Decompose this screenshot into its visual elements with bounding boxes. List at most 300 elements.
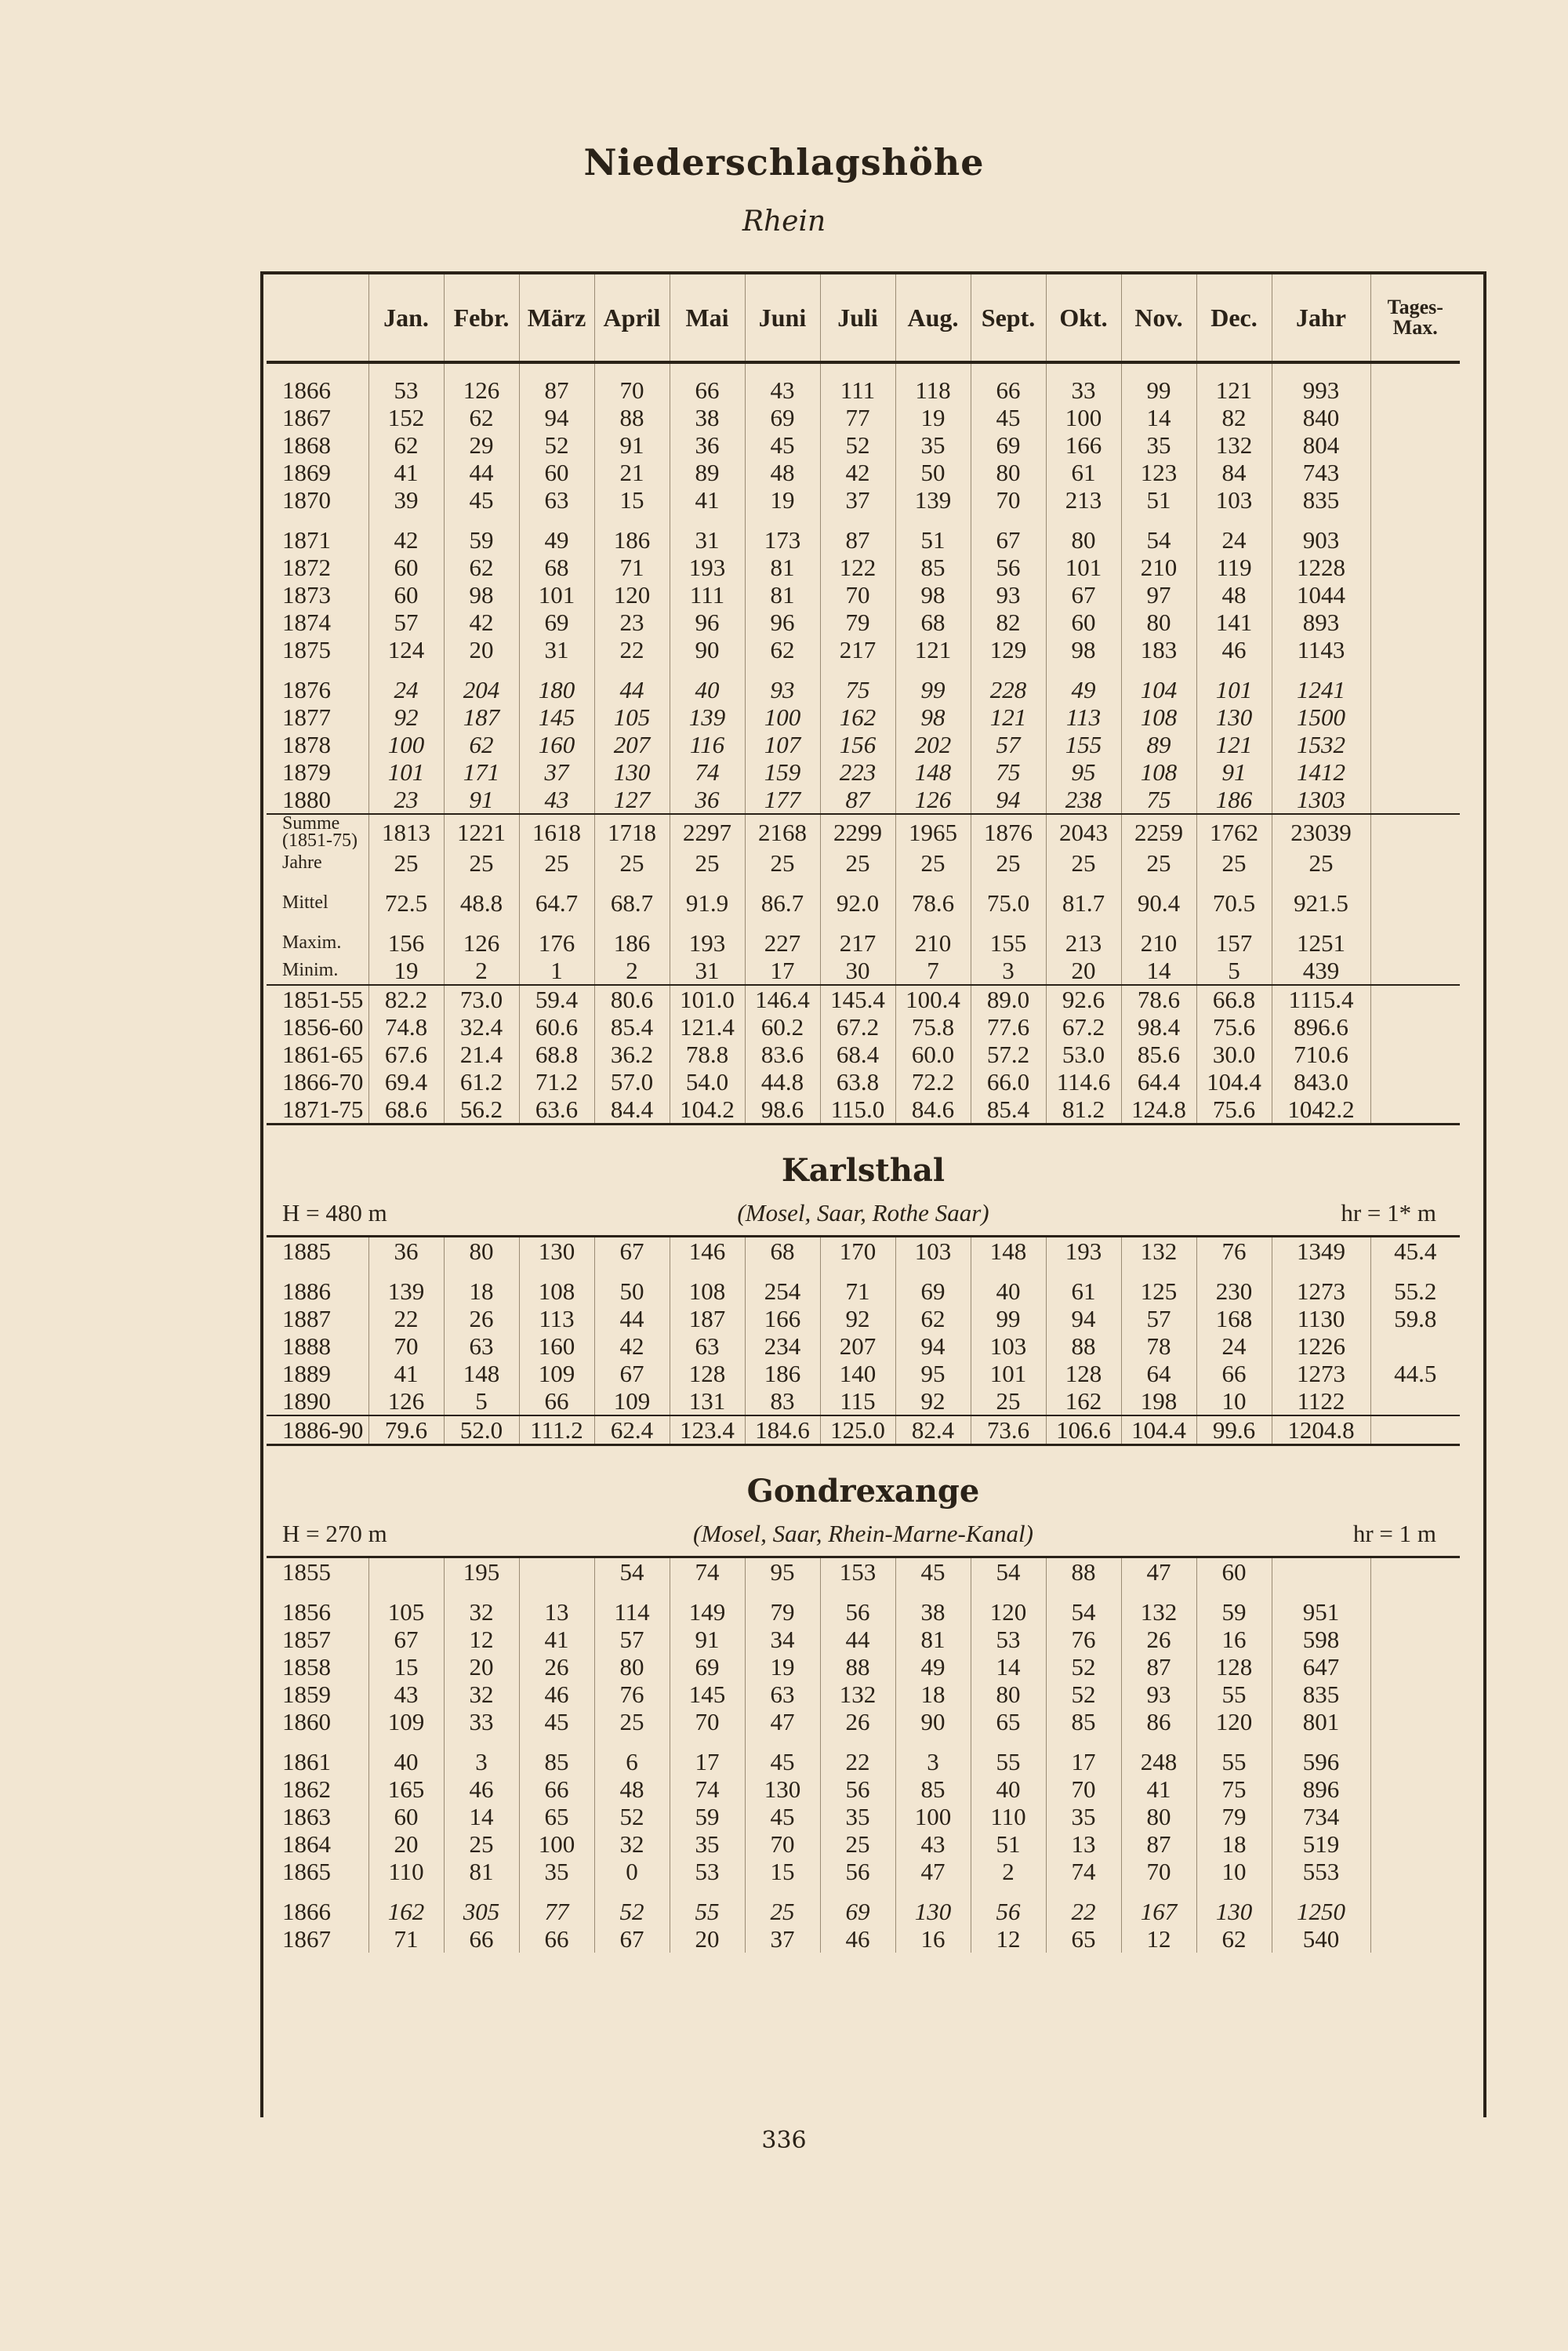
data-cell: 81 <box>745 581 820 609</box>
data-cell: 5 <box>444 1387 519 1415</box>
data-cell <box>1370 581 1460 609</box>
data-cell: 893 <box>1272 609 1370 636</box>
data-cell: 66 <box>1196 1360 1272 1387</box>
row-label: Mittel <box>282 892 328 913</box>
data-cell: 57 <box>368 609 444 636</box>
data-cell: 83 <box>745 1387 820 1415</box>
data-cell: 19 <box>895 404 971 431</box>
data-cell: 91 <box>1196 758 1272 786</box>
data-cell: 87 <box>820 514 895 554</box>
data-cell: 19 <box>745 486 820 514</box>
data-cell: 56 <box>820 1858 895 1885</box>
data-cell: 157 <box>1196 917 1272 957</box>
data-cell: 83.6 <box>745 1041 820 1068</box>
data-cell: 155 <box>1046 731 1121 758</box>
data-cell: 111.2 <box>519 1415 594 1445</box>
data-cell: 1412 <box>1272 758 1370 786</box>
data-cell: 79 <box>1196 1803 1272 1830</box>
data-cell: 131 <box>670 1387 745 1415</box>
data-cell: 92.0 <box>820 877 895 917</box>
data-cell <box>1370 1041 1460 1068</box>
data-cell: 217 <box>820 917 895 957</box>
data-cell: 115.0 <box>820 1096 895 1125</box>
data-cell: 162 <box>820 703 895 731</box>
data-cell: 210 <box>1121 917 1196 957</box>
row-label: 1887 <box>282 1305 331 1332</box>
data-cell: 14 <box>444 1803 519 1830</box>
data-cell: 100 <box>368 731 444 758</box>
data-cell: 62 <box>1196 1925 1272 1953</box>
data-cell <box>1370 758 1460 786</box>
section-header-inner <box>267 1446 1460 1556</box>
data-cell: 187 <box>670 1305 745 1332</box>
data-cell: 55 <box>670 1885 745 1925</box>
data-cell: 42 <box>368 514 444 554</box>
data-cell: 193 <box>670 554 745 581</box>
data-cell: 108 <box>1121 758 1196 786</box>
data-cell: 103 <box>971 1332 1046 1360</box>
table-row <box>267 554 1460 581</box>
data-cell: 100 <box>745 703 820 731</box>
data-cell: 159 <box>745 758 820 786</box>
row-label: 1879 <box>282 758 331 786</box>
data-cell: 21 <box>594 459 670 486</box>
data-cell: 59.4 <box>519 985 594 1013</box>
data-cell <box>1370 1013 1460 1041</box>
data-cell: 70 <box>1121 1858 1196 1885</box>
data-cell: 104.2 <box>670 1096 745 1125</box>
data-cell: 80 <box>1046 514 1121 554</box>
data-cell: 89 <box>1121 731 1196 758</box>
data-cell: 120 <box>1196 1708 1272 1735</box>
data-cell: 198 <box>1121 1387 1196 1415</box>
data-cell: 993 <box>1272 362 1370 404</box>
data-cell: 57.2 <box>971 1041 1046 1068</box>
data-cell: 101 <box>519 581 594 609</box>
data-cell: 56 <box>971 1885 1046 1925</box>
data-cell: 10 <box>1196 1858 1272 1885</box>
data-cell: 36.2 <box>594 1041 670 1068</box>
data-cell: 66 <box>519 1925 594 1953</box>
data-cell: 109 <box>368 1708 444 1735</box>
data-cell: 170 <box>820 1237 895 1266</box>
data-cell: 81 <box>444 1858 519 1885</box>
data-cell: 76 <box>1046 1626 1121 1653</box>
data-cell: 81.2 <box>1046 1096 1121 1125</box>
gondrexange-section-header <box>267 1445 1460 1557</box>
data-cell: 85.6 <box>1121 1041 1196 1068</box>
data-cell: 85 <box>895 554 971 581</box>
data-cell: 156 <box>368 917 444 957</box>
data-cell <box>1370 1626 1460 1653</box>
data-cell: 843.0 <box>1272 1068 1370 1096</box>
table-row <box>267 1387 1460 1415</box>
row-label: 1890 <box>282 1387 331 1415</box>
data-cell: 87 <box>820 786 895 814</box>
column-header: Aug. <box>895 274 971 362</box>
row-label: Minim. <box>282 960 339 980</box>
data-cell: 103 <box>1196 486 1272 514</box>
data-cell <box>1370 1332 1460 1360</box>
data-cell: 52 <box>1046 1681 1121 1708</box>
data-cell: 66 <box>670 362 745 404</box>
data-cell: 17 <box>1046 1735 1121 1775</box>
row-label: 1877 <box>282 703 331 731</box>
table-row <box>267 1265 1460 1305</box>
data-cell: 132 <box>1121 1586 1196 1626</box>
row-label: 1888 <box>282 1332 331 1360</box>
data-cell: 51 <box>971 1830 1046 1858</box>
data-cell: 80 <box>1121 609 1196 636</box>
row-label: 1863 <box>282 1803 331 1830</box>
data-cell: 85 <box>895 1775 971 1803</box>
data-cell: 46 <box>1196 636 1272 663</box>
data-cell: 71 <box>820 1265 895 1305</box>
data-cell <box>368 1557 444 1586</box>
data-cell: 30 <box>820 957 895 985</box>
station-name: Karlsthal <box>781 1152 946 1189</box>
data-cell: 69 <box>670 1653 745 1681</box>
data-cell: 50 <box>895 459 971 486</box>
data-cell: 66.0 <box>971 1068 1046 1096</box>
data-cell: 1115.4 <box>1272 985 1370 1013</box>
data-cell: 10 <box>1196 1387 1272 1415</box>
data-cell: 1221 <box>444 814 519 849</box>
data-cell: 177 <box>745 786 820 814</box>
data-cell: 18 <box>1196 1830 1272 1858</box>
data-cell: 49 <box>519 514 594 554</box>
data-cell: 122 <box>820 554 895 581</box>
data-cell: 25 <box>971 849 1046 877</box>
data-cell: 107 <box>745 731 820 758</box>
table-row <box>267 1557 1460 1586</box>
data-cell: 91.9 <box>670 877 745 917</box>
table-row <box>267 486 1460 514</box>
data-cell: 43 <box>745 362 820 404</box>
table-row <box>267 731 1460 758</box>
data-cell: 23 <box>594 609 670 636</box>
data-cell: 113 <box>519 1305 594 1332</box>
data-cell: 79 <box>745 1586 820 1626</box>
data-cell: 2 <box>444 957 519 985</box>
data-cell: 145 <box>670 1681 745 1708</box>
data-cell: 63.8 <box>820 1068 895 1096</box>
data-cell: 22 <box>820 1735 895 1775</box>
data-cell: 119 <box>1196 554 1272 581</box>
table-row <box>267 1830 1460 1858</box>
data-cell: 66 <box>519 1387 594 1415</box>
data-cell: 23 <box>368 786 444 814</box>
data-cell: 75.6 <box>1196 1013 1272 1041</box>
data-cell: 204 <box>444 663 519 703</box>
data-cell: 35 <box>1121 431 1196 459</box>
data-cell: 54 <box>1046 1586 1121 1626</box>
data-cell: 88 <box>1046 1332 1121 1360</box>
data-cell <box>1370 703 1460 731</box>
data-cell: 14 <box>1121 404 1196 431</box>
data-cell: 25 <box>820 849 895 877</box>
data-cell: 104.4 <box>1121 1415 1196 1445</box>
mean-row <box>267 1415 1460 1445</box>
data-cell: 921.5 <box>1272 877 1370 917</box>
data-cell: 121.4 <box>670 1013 745 1041</box>
data-cell <box>1272 1557 1370 1586</box>
data-cell: 1251 <box>1272 917 1370 957</box>
data-cell: 45.4 <box>1370 1237 1460 1266</box>
data-cell: 67 <box>971 514 1046 554</box>
table-row <box>267 404 1460 431</box>
data-cell: 73.0 <box>444 985 519 1013</box>
data-cell: 91 <box>594 431 670 459</box>
data-cell: 111 <box>820 362 895 404</box>
data-cell: 20 <box>368 1830 444 1858</box>
data-cell: 94 <box>519 404 594 431</box>
data-cell: 54.0 <box>670 1068 745 1096</box>
data-cell: 1250 <box>1272 1885 1370 1925</box>
data-cell: 186 <box>745 1360 820 1387</box>
data-cell: 97 <box>1121 581 1196 609</box>
column-header: Jahr <box>1272 274 1370 362</box>
data-cell: 75.8 <box>895 1013 971 1041</box>
data-cell: 70 <box>1046 1775 1121 1803</box>
data-cell: 647 <box>1272 1653 1370 1681</box>
row-label: 1864 <box>282 1830 331 1858</box>
data-cell: 0 <box>594 1858 670 1885</box>
column-header: März <box>519 274 594 362</box>
data-cell: 132 <box>1121 1237 1196 1266</box>
data-cell: 19 <box>368 957 444 985</box>
data-cell: 56 <box>820 1586 895 1626</box>
data-cell: 90 <box>895 1708 971 1735</box>
data-cell: 45 <box>745 431 820 459</box>
data-cell: 95 <box>895 1360 971 1387</box>
data-cell: 30.0 <box>1196 1041 1272 1068</box>
data-cell: 48 <box>1196 581 1272 609</box>
data-cell: 1122 <box>1272 1387 1370 1415</box>
data-cell: 98.6 <box>745 1096 820 1125</box>
data-cell: 54 <box>594 1557 670 1586</box>
data-cell: 57 <box>594 1626 670 1653</box>
data-cell: 32 <box>444 1586 519 1626</box>
data-cell: 148 <box>971 1237 1046 1266</box>
column-header: Jan. <box>368 274 444 362</box>
data-cell: 146.4 <box>745 985 820 1013</box>
table-row <box>267 581 1460 609</box>
data-cell: 109 <box>594 1387 670 1415</box>
data-cell: 59.8 <box>1370 1305 1460 1332</box>
data-cell: 37 <box>820 486 895 514</box>
data-cell: 132 <box>1196 431 1272 459</box>
data-cell: 93 <box>745 663 820 703</box>
data-cell: 3 <box>971 957 1046 985</box>
data-cell: 67 <box>594 1237 670 1266</box>
data-cell: 1273 <box>1272 1265 1370 1305</box>
data-cell: 125.0 <box>820 1415 895 1445</box>
data-cell: 186 <box>1196 786 1272 814</box>
data-cell: 25 <box>670 849 745 877</box>
data-cell: 951 <box>1272 1586 1370 1626</box>
data-cell: 35 <box>670 1830 745 1858</box>
table-row <box>267 1237 1460 1266</box>
data-cell: 25 <box>1121 849 1196 877</box>
data-cell: 2 <box>971 1858 1046 1885</box>
table-row <box>267 1681 1460 1708</box>
data-cell: 86.7 <box>745 877 820 917</box>
data-cell: 56 <box>820 1775 895 1803</box>
data-cell: 47 <box>745 1708 820 1735</box>
data-cell: 3 <box>444 1735 519 1775</box>
rain-gauge-height: hr = 1* m <box>1341 1199 1436 1226</box>
data-cell: 62 <box>444 731 519 758</box>
data-cell: 176 <box>519 917 594 957</box>
row-label: 1865 <box>282 1858 331 1885</box>
data-cell: 20 <box>444 1653 519 1681</box>
data-cell: 14 <box>1121 957 1196 985</box>
data-cell <box>1370 1557 1460 1586</box>
data-cell: 160 <box>519 1332 594 1360</box>
data-cell: 57.0 <box>594 1068 670 1096</box>
data-cell: 85.4 <box>594 1013 670 1041</box>
period-row <box>267 1068 1460 1096</box>
data-cell: 140 <box>820 1360 895 1387</box>
data-cell: 25 <box>745 1885 820 1925</box>
data-cell: 40 <box>368 1735 444 1775</box>
data-cell: 62 <box>745 636 820 663</box>
data-cell: 12 <box>444 1626 519 1653</box>
data-cell: 896.6 <box>1272 1013 1370 1041</box>
data-cell: 74.8 <box>368 1013 444 1041</box>
data-cell: 67 <box>1046 581 1121 609</box>
table-row <box>267 1735 1460 1775</box>
data-cell: 99.6 <box>1196 1415 1272 1445</box>
data-cell: 25 <box>519 849 594 877</box>
data-cell: 65 <box>519 1803 594 1830</box>
data-cell: 76 <box>1196 1237 1272 1266</box>
data-cell: 121 <box>1196 731 1272 758</box>
data-cell: 835 <box>1272 486 1370 514</box>
data-cell: 52 <box>594 1885 670 1925</box>
data-cell: 132 <box>820 1681 895 1708</box>
data-cell: 81.7 <box>1046 877 1121 917</box>
data-cell: 126 <box>444 362 519 404</box>
data-cell: 1718 <box>594 814 670 849</box>
data-cell: 22 <box>594 636 670 663</box>
data-cell: 162 <box>1046 1387 1121 1415</box>
data-cell: 66.8 <box>1196 985 1272 1013</box>
data-cell: 36 <box>670 431 745 459</box>
data-cell: 68 <box>895 609 971 636</box>
data-cell: 213 <box>1046 486 1121 514</box>
data-cell: 55 <box>1196 1735 1272 1775</box>
data-cell: 37 <box>745 1925 820 1953</box>
karlsthal-section-header <box>267 1125 1460 1237</box>
data-cell: 124.8 <box>1121 1096 1196 1125</box>
data-cell: 72.5 <box>368 877 444 917</box>
data-cell: 105 <box>368 1586 444 1626</box>
row-label: 1880 <box>282 786 331 813</box>
data-cell: 116 <box>670 731 745 758</box>
data-cell: 20 <box>670 1925 745 1953</box>
data-cell: 106.6 <box>1046 1415 1121 1445</box>
data-cell: 63 <box>745 1681 820 1708</box>
data-cell: 2297 <box>670 814 745 849</box>
data-cell: 160 <box>519 731 594 758</box>
data-cell: 74 <box>670 1775 745 1803</box>
data-cell: 78.6 <box>895 877 971 917</box>
data-cell: 25 <box>368 849 444 877</box>
data-cell: 1965 <box>895 814 971 849</box>
data-cell: 55 <box>1196 1681 1272 1708</box>
data-cell <box>1370 985 1460 1013</box>
data-cell: 1532 <box>1272 731 1370 758</box>
data-cell <box>1370 1708 1460 1735</box>
data-cell: 54 <box>971 1557 1046 1586</box>
data-cell: 82.4 <box>895 1415 971 1445</box>
data-cell <box>1370 554 1460 581</box>
data-cell: 41 <box>519 1626 594 1653</box>
data-cell: 59 <box>1196 1586 1272 1626</box>
data-cell: 42 <box>594 1332 670 1360</box>
data-cell <box>1370 1803 1460 1830</box>
data-cell: 86 <box>1121 1708 1196 1735</box>
minim-row <box>267 957 1460 985</box>
header-row <box>267 274 1460 362</box>
data-cell: 72.2 <box>895 1068 971 1096</box>
data-cell: 128 <box>1046 1360 1121 1387</box>
table-row <box>267 1885 1460 1925</box>
data-cell: 1204.8 <box>1272 1415 1370 1445</box>
data-cell: 43 <box>368 1681 444 1708</box>
table-row <box>267 1360 1460 1387</box>
data-cell: 104 <box>1121 663 1196 703</box>
data-cell: 130 <box>745 1775 820 1803</box>
data-cell: 210 <box>895 917 971 957</box>
data-cell: 166 <box>745 1305 820 1332</box>
data-cell: 25 <box>444 849 519 877</box>
data-cell: 48.8 <box>444 877 519 917</box>
data-cell: 47 <box>1121 1557 1196 1586</box>
data-cell: 61.2 <box>444 1068 519 1096</box>
data-cell: 108 <box>519 1265 594 1305</box>
data-cell: 94 <box>895 1332 971 1360</box>
section-header-cell <box>267 1125 1460 1237</box>
data-cell <box>1370 1775 1460 1803</box>
data-cell: 207 <box>820 1332 895 1360</box>
data-cell: 93 <box>971 581 1046 609</box>
data-cell: 43 <box>519 786 594 814</box>
data-cell: 68.7 <box>594 877 670 917</box>
data-cell: 44 <box>444 459 519 486</box>
data-cell: 50 <box>594 1265 670 1305</box>
data-cell: 67 <box>594 1360 670 1387</box>
data-cell: 93 <box>1121 1681 1196 1708</box>
data-cell: 840 <box>1272 404 1370 431</box>
data-cell: 67 <box>368 1626 444 1653</box>
data-cell: 111 <box>670 581 745 609</box>
data-cell: 213 <box>1046 917 1121 957</box>
data-cell <box>1370 1925 1460 1953</box>
data-cell <box>519 1557 594 1586</box>
data-cell: 80 <box>594 1653 670 1681</box>
data-cell: 125 <box>1121 1265 1196 1305</box>
data-cell: 33 <box>444 1708 519 1735</box>
data-cell: 60 <box>1196 1557 1272 1586</box>
data-cell: 124 <box>368 636 444 663</box>
data-cell: 896 <box>1272 1775 1370 1803</box>
row-label: 1866 <box>282 1898 331 1925</box>
data-cell: 78 <box>1121 1332 1196 1360</box>
data-cell: 101.0 <box>670 985 745 1013</box>
